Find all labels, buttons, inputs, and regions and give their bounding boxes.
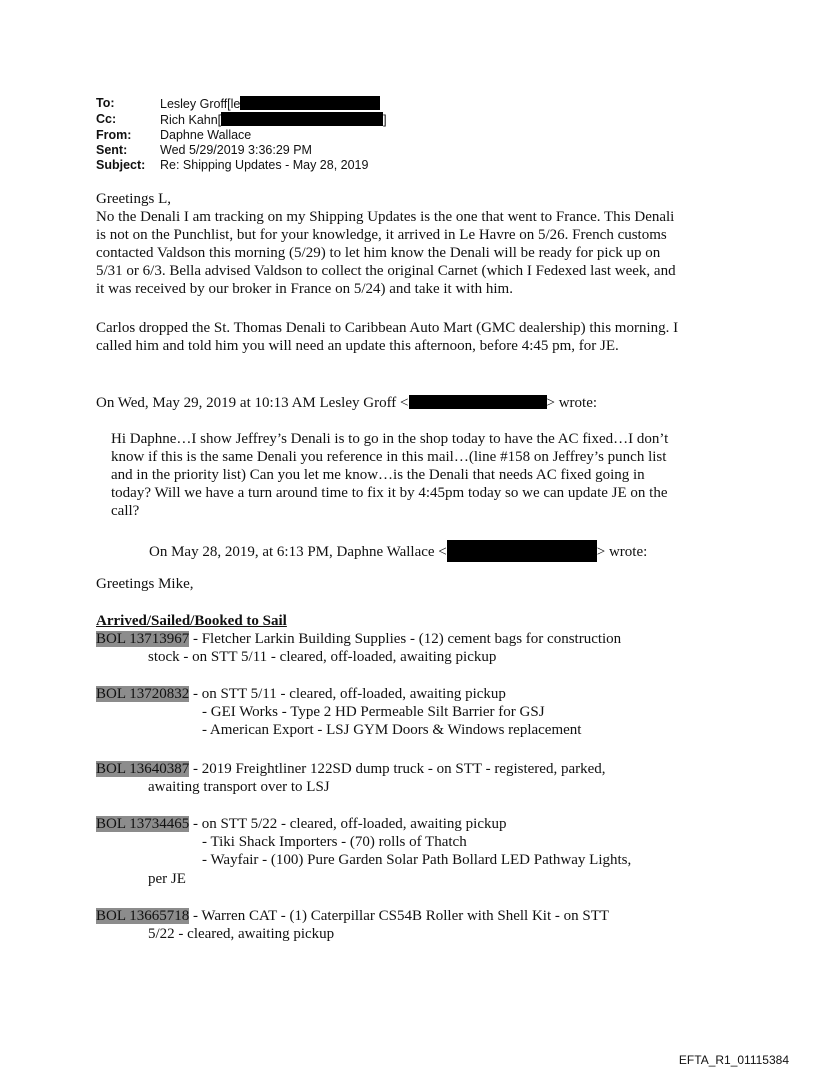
from-row <box>96 128 387 143</box>
redaction-bar <box>447 540 597 562</box>
bol-line: 5/22 - cleared, awaiting pickup <box>148 926 335 942</box>
text-line: Carlos dropped the St. Thomas Denali to Caribbean Auto Mart (GMC dealership) this morning. I <box>96 320 679 336</box>
subject-row <box>96 158 387 173</box>
redaction-bar <box>409 395 547 409</box>
cc-label: Cc: <box>96 112 117 126</box>
from-value: Daphne Wallace <box>160 128 252 142</box>
to-row <box>96 96 387 112</box>
text-line: and in the priority list) Can you let me know…is the Denali that needs AC fixed going in <box>111 467 645 483</box>
subject-label: Subject: <box>96 158 146 172</box>
subject-value: Re: Shipping Updates - May 28, 2019 <box>160 158 369 172</box>
to-value: Lesley Groff[le <box>160 97 241 111</box>
bol-line: per JE <box>148 871 186 887</box>
email-header <box>96 96 387 173</box>
text-line: is not on the Punchlist, but for your knowledge, it arrived in Le Havre on 5/26. French customs <box>96 227 667 243</box>
text-line: call? <box>111 503 140 519</box>
reply-paragraph-1 <box>96 208 676 298</box>
bol-number: BOL 13734465 <box>96 816 190 832</box>
bol-line: - Tiki Shack Importers - (70) rolls of Thatch <box>202 834 467 850</box>
redaction-bar <box>221 112 383 126</box>
bol-number: BOL 13720832 <box>96 686 190 702</box>
cc-close: ] <box>383 113 387 127</box>
reply-paragraph-2 <box>96 319 678 355</box>
from-label: From: <box>96 128 132 142</box>
bol-item: BOL 13640387 - 2019 Freightliner 122SD dump truck - on STT - registered, parked, <box>96 761 606 777</box>
quoted-body-1 <box>111 430 668 520</box>
bol-line: - American Export - LSJ GYM Doors & Windows replacement <box>202 722 582 738</box>
section-title: Arrived/Sailed/Booked to Sail <box>96 613 287 629</box>
text-line: called him and told him you will need an update this afternoon, before 4:45 pm, for JE. <box>96 338 619 354</box>
text-line: 5/31 or 6/3. Bella advised Valdson to collect the original Carnet (which I Fedexed last week, and <box>96 263 676 279</box>
text-line: know if this is the same Denali you reference in this mail…(line #158 on Jeffrey’s punch list <box>111 449 667 465</box>
document-id: EFTA_R1_01115384 <box>678 1053 789 1067</box>
quoted-intro-2: On May 28, 2019, at 6:13 PM, Daphne Wallace < > wrote: <box>149 540 647 562</box>
bol-line: - GEI Works - Type 2 HD Permeable Silt Barrier for GSJ <box>202 704 545 720</box>
sent-row <box>96 143 387 158</box>
to-label: To: <box>96 96 115 110</box>
bol-number: BOL 13640387 <box>96 761 190 777</box>
sent-label: Sent: <box>96 143 128 157</box>
text-line: it was received by our broker in France on 5/24) and take it with him. <box>96 281 513 297</box>
bol-number: BOL 13665718 <box>96 908 190 924</box>
text-line: contacted Valdson this morning (5/29) to let him know the Denali will be ready for pick up on <box>96 245 661 261</box>
text-line: today? Will we have a turn around time to fix it by 4:45pm today so we can update JE on the <box>111 485 668 501</box>
bol-item: BOL 13665718 - Warren CAT - (1) Caterpillar CS54B Roller with Shell Kit - on STT <box>96 908 610 924</box>
text-line: No the Denali I am tracking on my Shipping Updates is the one that went to France. This Denali <box>96 209 675 225</box>
bol-line: awaiting transport over to LSJ <box>148 779 330 795</box>
sent-value: Wed 5/29/2019 3:36:29 PM <box>160 143 312 157</box>
bol-item: BOL 13734465 - on STT 5/22 - cleared, off-loaded, awaiting pickup <box>96 816 507 832</box>
bol-line: - Wayfair - (100) Pure Garden Solar Path Bollard LED Pathway Lights, <box>202 852 632 868</box>
reply-greeting: Greetings L, <box>96 191 171 207</box>
quoted-intro-1: On Wed, May 29, 2019 at 10:13 AM Lesley Groff < > wrote: <box>96 395 598 411</box>
quoted-greeting-2: Greetings Mike, <box>96 576 194 592</box>
bol-item: BOL 13713967 - Fletcher Larkin Building Supplies - (12) cement bags for construction <box>96 631 622 647</box>
cc-value: Rich Kahn[ <box>160 113 222 127</box>
text-line: Hi Daphne…I show Jeffrey’s Denali is to go in the shop today to have the AC fixed…I don’t <box>111 431 669 447</box>
bol-line: stock - on STT 5/11 - cleared, off-loaded, awaiting pickup <box>148 649 497 665</box>
redaction-bar <box>240 96 380 110</box>
bol-item: BOL 13720832 - on STT 5/11 - cleared, off-loaded, awaiting pickup <box>96 686 506 702</box>
cc-row <box>96 112 387 128</box>
bol-number: BOL 13713967 <box>96 631 190 647</box>
